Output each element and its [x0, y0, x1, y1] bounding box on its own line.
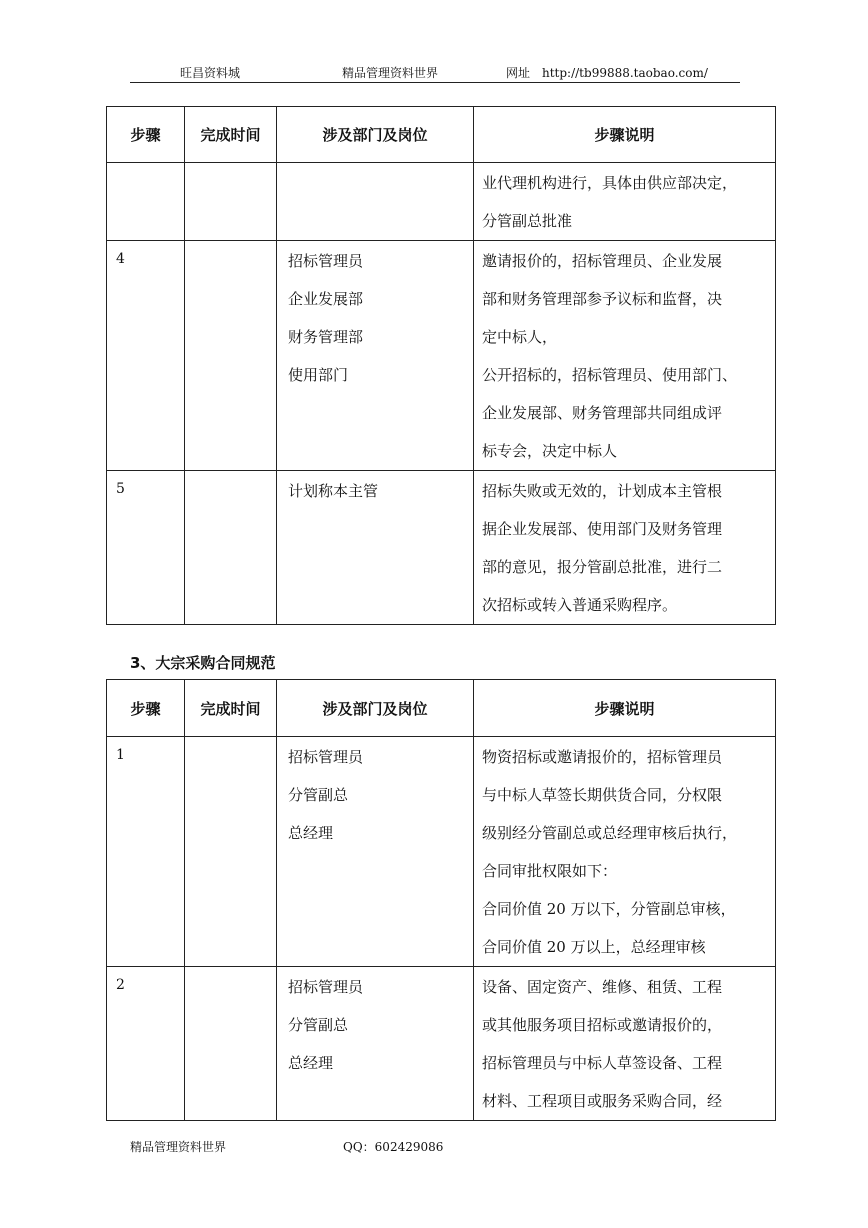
- col-dept: 涉及部门及岗位: [277, 107, 474, 163]
- time-cell: [185, 241, 277, 471]
- step-cell: 5: [107, 471, 185, 625]
- dept-line: 分管副总: [288, 786, 349, 804]
- desc-line: 合同审批权限如下：: [482, 862, 618, 880]
- desc-line: 定中标人，: [482, 328, 558, 346]
- desc-cell: [474, 967, 776, 1121]
- dept-line: 财务管理部: [288, 328, 364, 346]
- table-header-row: [107, 680, 776, 737]
- header-right-text: 网址 http://tb99888.taobao.com/: [506, 66, 708, 80]
- dept-line: 计划称本主管: [288, 482, 379, 500]
- step-cell: 2: [107, 967, 185, 1121]
- col-dept: 涉及部门及岗位: [277, 680, 474, 737]
- procedure-table-2: [106, 679, 776, 1121]
- dept-line: 招标管理员: [288, 748, 364, 766]
- desc-line: 材料、工程项目或服务采购合同，经: [482, 1092, 723, 1110]
- table-row: [107, 737, 776, 967]
- desc-line: 招标失败或无效的，计划成本主管根: [482, 482, 723, 500]
- step-cell: 4: [107, 241, 185, 471]
- footer-left-text: 精品管理资料世界: [130, 1140, 227, 1154]
- dept-line: 总经理: [288, 1054, 334, 1072]
- table-row: [107, 163, 776, 241]
- desc-line: 物资招标或邀请报价的，招标管理员: [482, 748, 723, 766]
- dept-line: 分管副总: [288, 1016, 349, 1034]
- step-cell: [107, 163, 185, 241]
- dept-cell: [277, 967, 474, 1121]
- dept-line: 使用部门: [288, 366, 349, 384]
- desc-cell: [474, 163, 776, 241]
- desc-line: 业代理机构进行，具体由供应部决定，: [482, 174, 738, 192]
- col-step: 步骤: [107, 680, 185, 737]
- dept-cell: [277, 471, 474, 625]
- desc-line: 招标管理员与中标人草签设备、工程: [482, 1054, 723, 1072]
- desc-line: 部的意见，报分管副总批准，进行二: [482, 558, 723, 576]
- table-row: [107, 967, 776, 1121]
- col-time: 完成时间: [185, 680, 277, 737]
- dept-cell: [277, 163, 474, 241]
- dept-line: 企业发展部: [288, 290, 364, 308]
- desc-line: 企业发展部、财务管理部共同组成评: [482, 404, 723, 422]
- desc-cell: [474, 241, 776, 471]
- page-header: [130, 62, 740, 83]
- col-step: 步骤: [107, 107, 185, 163]
- desc-line: 与中标人草签长期供货合同，分权限: [482, 786, 723, 804]
- procedure-table-1: [106, 106, 776, 625]
- desc-line: 分管副总批准: [482, 212, 573, 230]
- table-row: [107, 241, 776, 471]
- time-cell: [185, 471, 277, 625]
- desc-cell: [474, 737, 776, 967]
- dept-line: 招标管理员: [288, 252, 364, 270]
- time-cell: [185, 163, 277, 241]
- time-cell: [185, 737, 277, 967]
- desc-cell: [474, 471, 776, 625]
- table-header-row: [107, 107, 776, 163]
- desc-line: 合同价值 20 万以上，总经理审核: [482, 938, 706, 956]
- header-left-text: 旺昌资料城: [180, 66, 241, 80]
- table-row: [107, 471, 776, 625]
- dept-cell: [277, 241, 474, 471]
- time-cell: [185, 967, 277, 1121]
- section-title: 3、大宗采购合同规范: [130, 654, 276, 672]
- dept-line: 招标管理员: [288, 978, 364, 996]
- step-cell: 1: [107, 737, 185, 967]
- header-center-text: 精品管理资料世界: [342, 66, 439, 80]
- col-desc: 步骤说明: [474, 680, 776, 737]
- desc-line: 合同价值 20 万以下，分管副总审核，: [482, 900, 736, 918]
- col-time: 完成时间: [185, 107, 277, 163]
- desc-line: 次招标或转入普通采购程序。: [482, 596, 678, 614]
- dept-line: 总经理: [288, 824, 334, 842]
- desc-line: 邀请报价的，招标管理员、企业发展: [482, 252, 723, 270]
- desc-line: 部和财务管理部参予议标和监督，决: [482, 290, 723, 308]
- desc-line: 标专会，决定中标人: [482, 442, 618, 460]
- desc-line: 公开招标的，招标管理员、使用部门、: [482, 366, 738, 384]
- desc-line: 据企业发展部、使用部门及财务管理: [482, 520, 723, 538]
- footer-right-text: QQ：602429086: [343, 1140, 444, 1154]
- dept-cell: [277, 737, 474, 967]
- desc-line: 级别经分管副总或总经理审核后执行，: [482, 824, 738, 842]
- desc-line: 设备、固定资产、维修、租赁、工程: [482, 978, 723, 996]
- col-desc: 步骤说明: [474, 107, 776, 163]
- desc-line: 或其他服务项目招标或邀请报价的，: [482, 1016, 723, 1034]
